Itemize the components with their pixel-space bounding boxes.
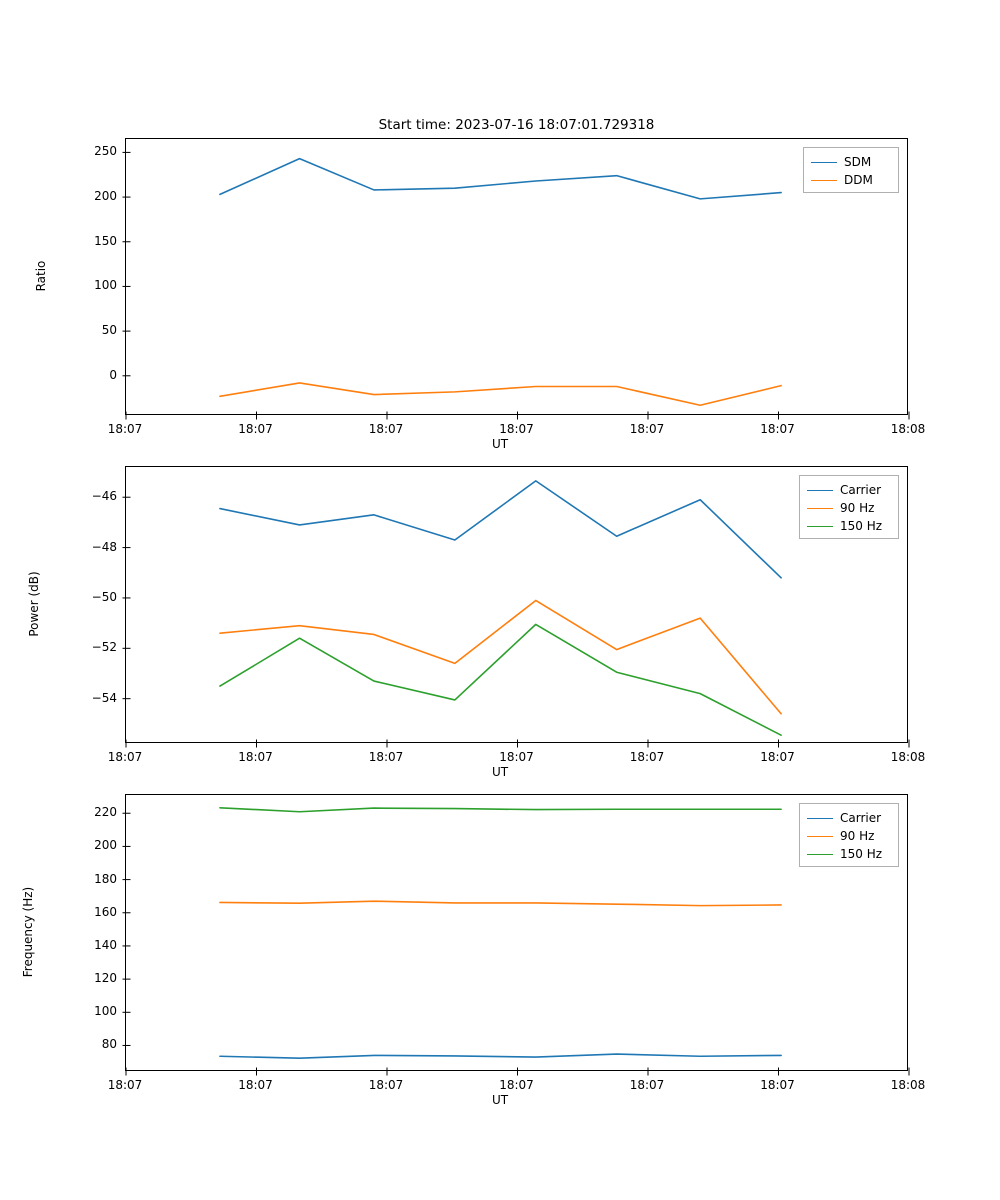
chart-title: Start time: 2023-07-16 18:07:01.729318 — [378, 117, 655, 133]
x-tick-label: 18:08 — [890, 422, 926, 436]
legend-item — [807, 845, 891, 863]
y-tick-label: 220 — [94, 805, 117, 820]
legend-label: 90 Hz — [840, 829, 875, 843]
plot-area-ratio — [126, 139, 909, 416]
y-axis-label-ratio: Ratio — [34, 260, 48, 292]
x-tick-label: 18:07 — [238, 750, 273, 764]
axes-power — [125, 466, 908, 743]
legend-label: 90 Hz — [840, 501, 875, 515]
y-tick-label: 250 — [94, 144, 117, 159]
x-tick-label: 18:07 — [107, 750, 143, 764]
x-tick-label: 18:08 — [890, 750, 926, 764]
y-tick-label: 120 — [94, 971, 117, 986]
legend-label: Carrier — [840, 811, 882, 825]
legend-label: SDM — [844, 155, 872, 169]
legend-color-swatch — [807, 818, 833, 819]
legend-item — [807, 481, 891, 499]
y-tick-label: −46 — [91, 489, 117, 504]
y-tick-label: 0 — [109, 367, 117, 382]
y-tick-label: −48 — [91, 539, 117, 554]
y-tick-label: 50 — [101, 323, 117, 338]
legend-color-swatch — [811, 162, 837, 163]
legend — [799, 475, 899, 539]
legend-item — [807, 499, 891, 517]
y-tick-label: 200 — [94, 189, 117, 204]
legend-label: 150 Hz — [840, 519, 883, 533]
panel-ratio — [0, 0, 1000, 450]
x-tick-label: 18:07 — [368, 422, 404, 436]
x-tick-label: 18:07 — [238, 422, 273, 436]
x-tick-label: 18:07 — [107, 422, 143, 436]
x-tick-label: 18:07 — [499, 750, 534, 764]
y-tick-label: 80 — [101, 1037, 117, 1052]
legend-color-swatch — [811, 180, 837, 181]
x-axis-label-frequency: UT — [491, 1093, 509, 1107]
y-tick-label: 100 — [94, 1004, 117, 1019]
y-tick-label: 200 — [94, 838, 117, 853]
legend-item — [807, 827, 891, 845]
series-line — [220, 159, 781, 199]
y-tick-label: 150 — [94, 233, 117, 248]
y-tick-label: −50 — [91, 589, 117, 604]
legend-label: DDM — [844, 173, 873, 187]
legend-color-swatch — [807, 854, 833, 855]
x-tick-label: 18:07 — [760, 750, 795, 764]
legend — [803, 147, 899, 193]
series-line — [220, 383, 781, 405]
legend-item — [811, 171, 891, 189]
x-axis-label-ratio: UT — [491, 437, 509, 451]
legend-color-swatch — [807, 508, 833, 509]
x-tick-label: 18:07 — [368, 750, 404, 764]
x-tick-label: 18:07 — [238, 1078, 273, 1092]
legend-item — [811, 153, 891, 171]
series-line — [220, 808, 781, 812]
x-tick-label: 18:07 — [629, 750, 665, 764]
x-tick-label: 18:07 — [368, 1078, 404, 1092]
plot-area-frequency — [126, 795, 909, 1072]
legend-item — [807, 517, 891, 535]
x-tick-label: 18:07 — [629, 422, 665, 436]
y-tick-label: −52 — [91, 640, 117, 655]
legend — [799, 803, 899, 867]
series-line — [220, 901, 781, 905]
legend-color-swatch — [807, 490, 833, 491]
y-axis-label-power: Power (dB) — [27, 571, 41, 637]
series-line — [220, 1054, 781, 1058]
y-tick-label: 100 — [94, 278, 117, 293]
x-axis-label-power: UT — [491, 765, 509, 779]
legend-color-swatch — [807, 526, 833, 527]
series-line — [220, 481, 781, 578]
axes-frequency — [125, 794, 908, 1071]
x-tick-label: 18:07 — [760, 1078, 795, 1092]
x-tick-label: 18:07 — [499, 422, 534, 436]
legend-label: 150 Hz — [840, 847, 883, 861]
plot-area-power — [126, 467, 909, 744]
y-tick-label: 140 — [94, 937, 117, 952]
legend-label: Carrier — [840, 483, 882, 497]
y-tick-label: −54 — [91, 690, 117, 705]
x-tick-label: 18:07 — [499, 1078, 534, 1092]
y-tick-label: 180 — [94, 871, 117, 886]
x-tick-label: 18:08 — [890, 1078, 926, 1092]
x-tick-label: 18:07 — [760, 422, 795, 436]
legend-color-swatch — [807, 836, 833, 837]
y-tick-label: 160 — [94, 904, 117, 919]
series-line — [220, 624, 781, 735]
y-axis-label-frequency: Frequency (Hz) — [21, 886, 35, 978]
x-tick-label: 18:07 — [107, 1078, 143, 1092]
axes-ratio — [125, 117, 908, 415]
x-tick-label: 18:07 — [629, 1078, 665, 1092]
legend-item — [807, 809, 891, 827]
